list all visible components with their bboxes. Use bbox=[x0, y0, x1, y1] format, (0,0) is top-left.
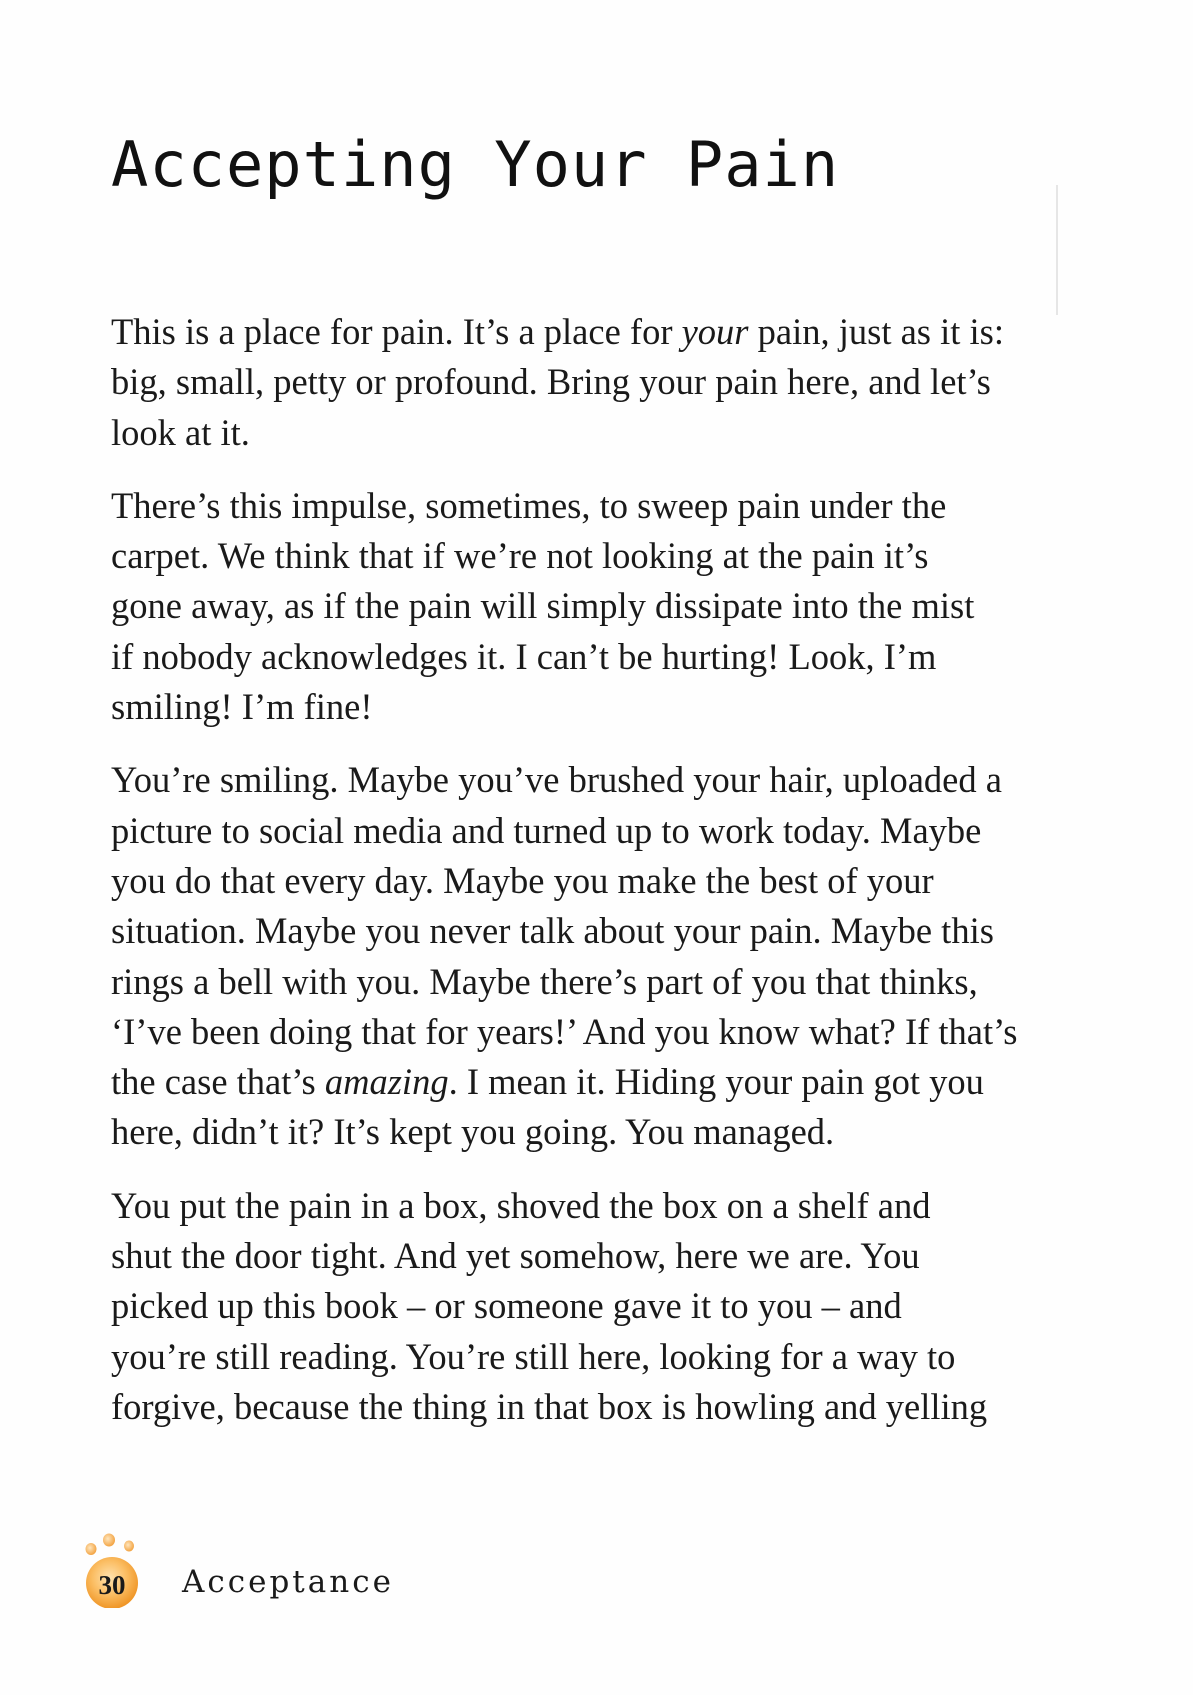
text-line bbox=[111, 957, 1091, 1007]
text-line bbox=[111, 357, 1091, 407]
page-number: 30 bbox=[98, 1570, 126, 1600]
section-label: Acceptance bbox=[182, 1564, 394, 1600]
text-line bbox=[111, 307, 1091, 357]
text-segment: rings a bell with you. Maybe there’s part of you that thinks, bbox=[111, 960, 978, 1002]
text-line bbox=[111, 1181, 1091, 1231]
text-line bbox=[111, 1107, 1091, 1157]
text-segment: the case that’s bbox=[111, 1061, 325, 1103]
text-segment: if nobody acknowledges it. I can’t be hurting! Look, I’m bbox=[111, 635, 937, 677]
emphasized-text: your bbox=[681, 311, 749, 352]
text-line bbox=[111, 481, 1091, 531]
text-segment: you do that every day. Maybe you make the best of your bbox=[111, 859, 934, 901]
text-line bbox=[111, 806, 1091, 856]
text-segment: picture to social media and turned up to work today. Maybe bbox=[111, 809, 982, 851]
text-segment: big, small, petty or profound. Bring your pain here, and let’s bbox=[111, 361, 991, 403]
text-segment: gone away, as if the pain will simply dissipate into the mist bbox=[111, 585, 975, 627]
text-segment: There’s this impulse, sometimes, to sweep pain under the bbox=[111, 484, 947, 526]
text-line bbox=[111, 906, 1091, 956]
text-segment: You’re smiling. Maybe you’ve brushed your hair, uploaded a bbox=[111, 759, 1002, 801]
chapter-heading: Accepting Your Pain bbox=[111, 128, 840, 201]
text-segment: pain, just as it is: bbox=[748, 311, 1005, 352]
text-segment: picked up this book – or someone gave it to you – and bbox=[111, 1285, 902, 1327]
page-edge-mark bbox=[1056, 185, 1058, 315]
text-line bbox=[111, 531, 1091, 581]
page-footer bbox=[82, 1528, 482, 1608]
emphasized-text: amazing bbox=[324, 1061, 449, 1103]
text-line bbox=[111, 682, 1091, 732]
text-line bbox=[111, 1382, 1091, 1432]
text-line bbox=[111, 755, 1091, 805]
text-line bbox=[111, 856, 1091, 906]
paragraph bbox=[111, 1181, 1091, 1432]
text-segment: This is a place for pain. It’s a place for bbox=[111, 311, 682, 352]
body-text bbox=[111, 307, 1091, 1455]
text-segment: you’re still reading. You’re still here, looking for a way to bbox=[111, 1335, 956, 1377]
text-line bbox=[111, 581, 1091, 631]
text-segment: shut the door tight. And yet somehow, here we are. You bbox=[111, 1235, 920, 1277]
paragraph bbox=[111, 307, 1091, 458]
text-segment: here, didn’t it? It’s kept you going. You managed. bbox=[111, 1111, 835, 1153]
text-line bbox=[111, 408, 1091, 458]
text-line bbox=[111, 1057, 1091, 1107]
text-segment: ‘I’ve been doing that for years!’ And you know what? If that’s bbox=[111, 1010, 1018, 1052]
text-segment: carpet. We think that if we’re not looking at the pain it’s bbox=[111, 535, 929, 577]
text-segment: smiling! I’m fine! bbox=[111, 686, 373, 728]
text-segment: . I mean it. Hiding your pain got you bbox=[448, 1061, 984, 1103]
text-line bbox=[111, 632, 1091, 682]
text-line bbox=[111, 1007, 1091, 1057]
text-line bbox=[111, 1281, 1091, 1331]
text-line bbox=[111, 1332, 1091, 1382]
text-line bbox=[111, 1231, 1091, 1281]
paragraph bbox=[111, 755, 1091, 1157]
text-segment: look at it. bbox=[111, 411, 250, 453]
text-segment: forgive, because the thing in that box is howling and yelling bbox=[111, 1385, 988, 1427]
text-segment: You put the pain in a box, shoved the box on a shelf and bbox=[111, 1184, 931, 1226]
paragraph bbox=[111, 481, 1091, 732]
text-segment: situation. Maybe you never talk about your pain. Maybe this bbox=[111, 910, 994, 952]
